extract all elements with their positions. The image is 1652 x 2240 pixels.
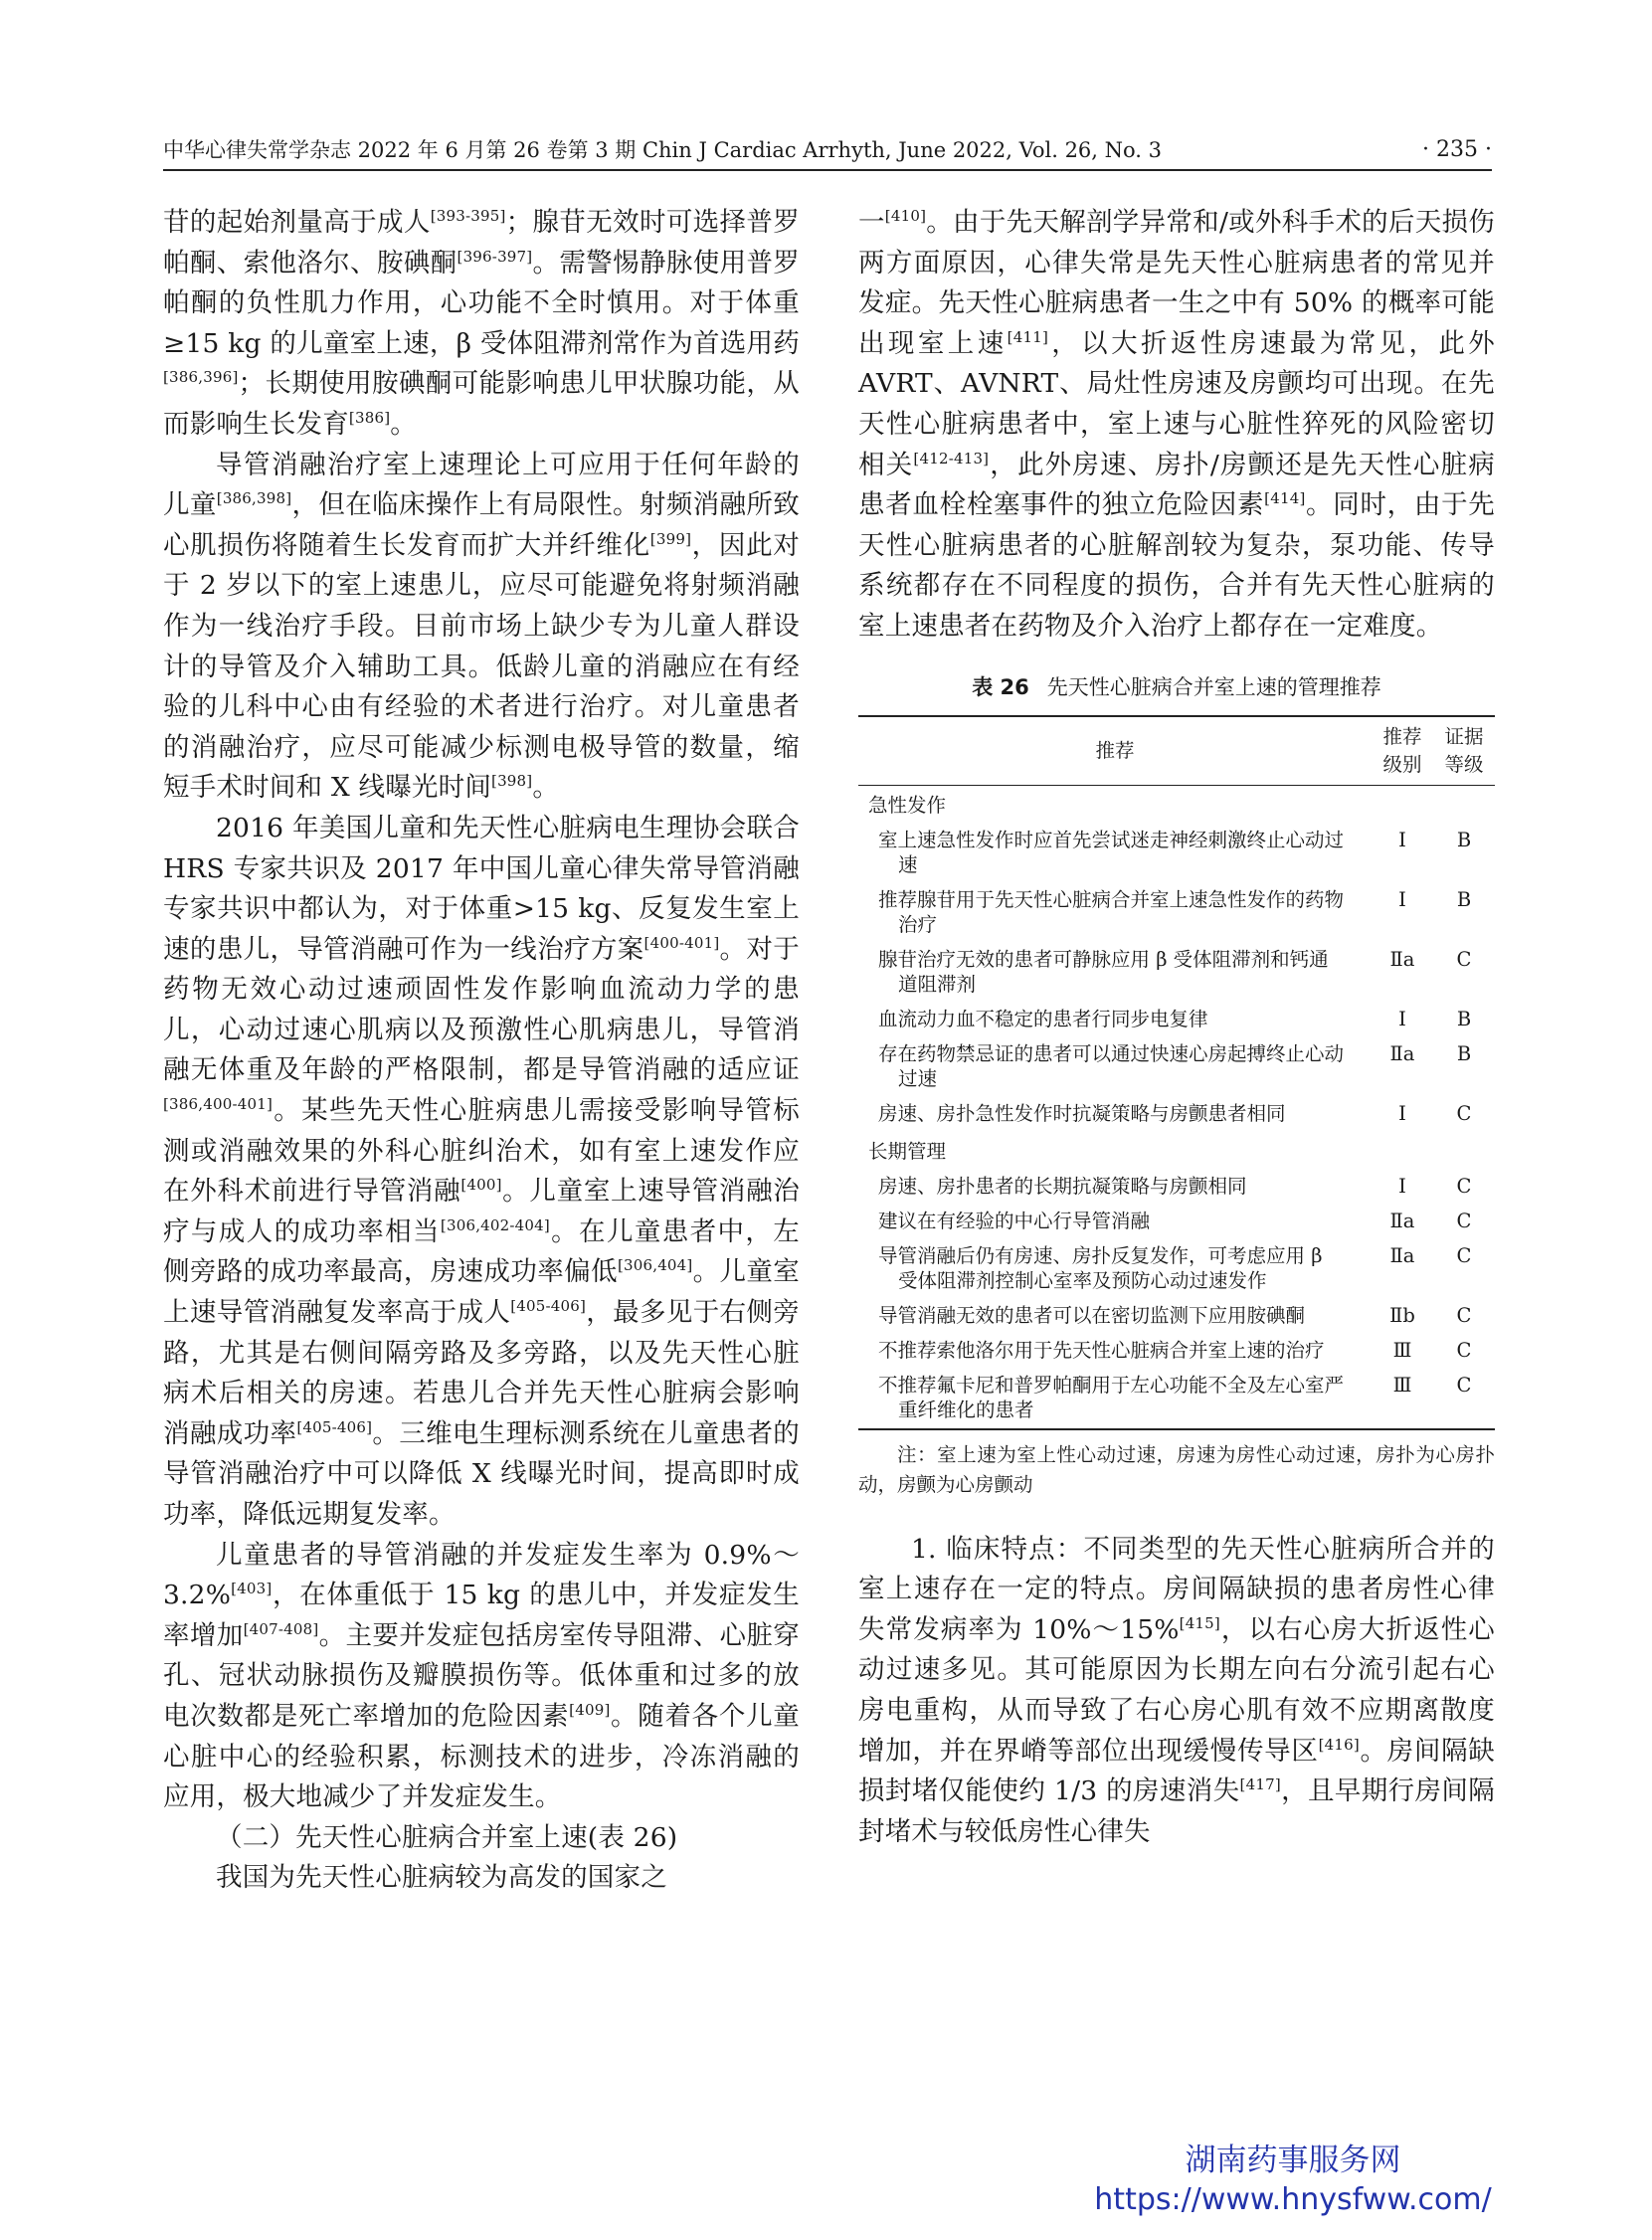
text-run: ，最多见于右侧旁路，尤其是右侧间隔旁路及多旁路，以及先天性心脏病术后相关的房速。若患儿合并先天性心脏病会影响消融成功率 [163,1297,800,1449]
citation-ref: [396-397] [457,247,533,266]
class-cell: Ⅲ [1392,1338,1412,1362]
text-run: 。同时，由于先天性心脏病患者的心脏解剖较为复杂，泵功能、传导系统都存在不同程度的损伤，合并有先天性心脏病的室上速患者在药物及介入治疗上都存在一定难度。 [858,489,1495,642]
citation-ref: [405-406] [296,1417,373,1436]
table-row [858,1205,1495,1239]
right-column [858,203,1495,1852]
table-row [858,1369,1495,1429]
table-row [858,943,1495,1003]
level-cell: B [1456,1007,1472,1030]
watermark-name: 湖南药事服务网 [1185,2143,1401,2178]
watermark-url[interactable]: https://www.hnysfww.com/ [1094,2182,1492,2217]
text-run: 。在儿童患者中，左侧旁路的成功率最高，房速成功率偏低 [163,1215,800,1288]
citation-ref: [398] [491,772,533,791]
text-run: 。主要并发症包括房室传导阻滞、心脏穿孔、冠状动脉损伤及瓣膜损伤等。低体重和过多的放电次数都是死亡率增加的危险因素 [163,1619,800,1732]
header-level-text: 证据等级 [1444,724,1484,776]
site-watermark [1074,2141,1512,2220]
table-row [858,1097,1495,1132]
recommendation-cell: 室上速急性发作时应首先尝试迷走神经刺激终止心动过速 [878,828,1345,876]
class-cell: Ⅲ [1372,1369,1433,1429]
level-cell: C [1456,1243,1472,1267]
level-cell: C [1433,1369,1495,1429]
citation-ref: [409] [569,1700,611,1719]
table-row [858,824,1495,883]
text-run: 2016 年美国儿童和先天性心脏病电生理协会联合 HRS 专家共识及 2017 年中国儿童心律失常导管消融专家共识中都认为，对于体重>15 kg、反复发生室上速的患儿，导管消融可作为一线治疗方案 [163,812,800,965]
class-cell: Ⅰ [1398,887,1406,911]
paragraph [163,1536,800,1818]
class-cell: Ⅰ [1398,828,1406,851]
text-run: ；腺苷无效时可选择普罗帕酮、索他洛尔、胺碘酮 [163,207,801,279]
table-row [858,883,1495,943]
paragraph [163,1858,800,1899]
table-group-row [858,1132,1495,1170]
citation-ref: [417] [1239,1775,1281,1794]
recommendation-cell: 导管消融后仍有房速、房扑反复发作，可考虑应用 β 受体阻滞剂控制心室率及预防心动过速发作 [878,1243,1323,1292]
table-group-row [858,785,1495,824]
table-row [858,1239,1495,1299]
table-row [858,1299,1495,1334]
citation-ref: [306,404] [617,1256,693,1275]
citation-ref: [386,400-401] [163,1095,274,1114]
header-level [1433,716,1495,786]
text-run: ，此外房速、房扑/房颤还是先天性心脏病患者血栓栓塞事件的独立危险因素 [858,449,1495,521]
text-run: 一 [858,207,885,238]
recommendation-cell: 导管消融无效的患者可以在密切监测下应用胺碘酮 [878,1303,1306,1327]
table-note: 注：室上速为室上性心动过速，房速为房性心动过速，房扑为心房扑动，房颤为心房颤动 [858,1442,1495,1496]
citation-ref: [306,402-404] [440,1215,550,1234]
recommendation-cell: 不推荐索他洛尔用于先天性心脏病合并室上速的治疗 [878,1338,1325,1362]
page-number: · 235 · [1422,137,1492,162]
class-cell: Ⅰ [1398,1101,1406,1125]
level-cell: C [1456,1338,1472,1362]
group-label: 急性发作 [868,793,947,817]
citation-ref: [405-406] [510,1297,587,1316]
level-cell: C [1456,947,1472,971]
group-label: 长期管理 [868,1139,947,1163]
citation-ref: [403] [231,1580,273,1598]
text-run: 。 [532,772,560,804]
text-run: ，以右心房大折返性心动过速多见。其可能原因为长期左向右分流引起右心房电重构，从而导致了右心房心肌有效不应期离散度增加，并在界嵴等部位出现缓慢传导区 [858,1613,1495,1767]
citation-ref: [411] [1007,327,1049,346]
text-run: 。 [390,408,417,440]
class-cell: Ⅱa [1389,1209,1415,1232]
recommendation-cell: 血流动力血不稳定的患者行同步电复律 [878,1007,1208,1030]
citation-ref: [400] [460,1176,502,1195]
text-run: ，在体重低于 15 kg 的患儿中，并发症发生率增加 [163,1580,800,1651]
text-run: 。对于药物无效心动过速顽固性发作影响血流动力学的患儿，心动过速心肌病以及预激性心肌病患儿，导管消融无体重及年龄的严格限制，都是导管消融的适应证 [163,933,800,1086]
text-run: 。儿童室上速导管消融复发率高于成人 [163,1256,800,1329]
header-class [1372,716,1433,786]
level-cell: C [1456,1209,1472,1232]
table-row [858,1037,1495,1097]
citation-ref: [410] [884,207,927,225]
citation-ref: [414] [1264,489,1306,508]
citation-ref: [386,396] [163,368,239,387]
journal-info: 中华心律失常学杂志 2022 年 6 月第 26 卷第 3 期 Chin J Cardiac Arrhyth, June 2022, Vol. 26, No. 3 [163,138,1162,162]
text-run: ；长期使用胺碘酮可能影响患儿甲状腺功能，从而影响生长发育 [163,368,800,440]
class-cell: Ⅰ [1398,1174,1406,1198]
header-class-text: 推荐级别 [1382,724,1422,776]
text-run: 。需警惕静脉使用普罗帕酮的负性肌力作用，心功能不全时慎用。对于体重≥15 kg 的儿童室上速，β 受体阻滞剂常作为首选用药 [163,247,801,359]
text-run: ，以大折返性房速最为常见，此外 AVRT、AVNRT、局灶性房速及房颤均可出现。在先天性心脏病患者中，室上速与心脏性猝死的风险密切相关 [858,327,1496,480]
left-column [163,203,800,1899]
paragraph [163,809,800,1536]
table-row [858,1003,1495,1037]
class-cell: Ⅱa [1389,1243,1415,1267]
text-run: 苷的起始剂量高于成人 [163,207,431,238]
table-header-row [858,716,1495,786]
text-run: ，且早期行房间隔封堵术与较低房性心律失 [858,1775,1495,1847]
text-run: 。儿童室上速导管消融治疗与成人的成功率相当 [163,1176,800,1247]
level-cell: B [1456,887,1472,911]
class-cell: Ⅰ [1398,1007,1406,1030]
text-run: 我国为先天性心脏病较为高发的国家之 [216,1862,667,1894]
table-body [858,785,1495,1429]
paragraph [163,446,800,809]
text-run: ，但在临床操作上有局限性。射频消融所致心肌损伤将随着生长发育而扩大并纤维化 [163,489,800,561]
level-cell: C [1456,1101,1472,1125]
paragraph [858,1530,1495,1853]
citation-ref: [407-408] [243,1619,319,1638]
paragraph [858,203,1495,648]
level-cell: C [1456,1174,1472,1198]
citation-ref: [412-413] [913,449,990,467]
header-recommendation: 推荐 [858,716,1372,786]
recommendation-cell: 腺苷治疗无效的患者可静脉应用 β 受体阻滞剂和钙通道阻滞剂 [878,947,1329,996]
citation-ref: [393-395] [430,207,506,225]
citation-ref: [415] [1179,1613,1220,1632]
citation-ref: [400-401] [643,933,720,952]
text-run: 儿童患者的导管消融的并发症发生率为 0.9%～3.2% [163,1539,800,1611]
level-cell: C [1456,1303,1472,1327]
text-run: 。某些先天性心脏病患儿需接受影响导管标测或消融效果的外科心脏纠治术，如有室上速发作应在外科术前进行导管消融 [163,1095,800,1208]
recommendation-cell: 房速、房扑急性发作时抗凝策略与房颤患者相同 [878,1101,1286,1125]
text-run: ，因此对于 2 岁以下的室上速患儿，应尽可能避免将射频消融作为一线治疗手段。目前市场上缺少专为儿童人群设计的导管及介入辅助工具。低龄儿童的消融应在有经验的儿科中心由有经验的术者进行治疗。对儿童患者的消融治疗，应尽可能减少标测电极导管的数量，缩短手术时间和 X 线曝光时间 [163,529,800,804]
level-cell: B [1456,828,1472,851]
table-row [858,1170,1495,1205]
citation-ref: [416] [1318,1735,1360,1754]
class-cell: Ⅱb [1389,1303,1415,1327]
section-heading: （二）先天性心脏病合并室上速(表 26) [216,1821,678,1853]
text-run: 导管消融治疗室上速理论上可应用于任何年龄的儿童 [163,449,800,521]
citation-ref: [386] [348,408,391,427]
class-cell: Ⅱa [1389,947,1415,971]
citation-ref: [386,398] [216,489,292,508]
recommendation-cell: 房速、房扑患者的长期抗凝策略与房颤相同 [878,1174,1247,1198]
table-title: 先天性心脏病合并室上速的管理推荐 [1046,674,1381,699]
table-caption [858,673,1495,701]
recommendation-cell: 推荐腺苷用于先天性心脏病合并室上速急性发作的药物治疗 [878,887,1345,936]
text-run: 。由于先天解剖学异常和/或外科手术的后天损伤两方面原因，心律失常是先天性心脏病患者的常见并发症。先天性心脏病患者一生之中有 50% 的概率可能出现室上速 [858,207,1496,359]
recommendation-table [858,715,1495,1430]
recommendation-cell: 存在药物禁忌证的患者可以通过快速心房起搏终止心动过速 [878,1041,1345,1090]
citation-ref: [399] [649,529,692,548]
text-run: 。房间隔缺损封堵仅能使约 1/3 的房速消失 [858,1735,1495,1807]
class-cell: Ⅱa [1389,1041,1415,1065]
running-header [163,135,1492,171]
text-run: 1. 临床特点：不同类型的先天性心脏病所合并的室上速存在一定的特点。房间隔缺损的患者房性心律失常发病率为 10%～15% [858,1533,1495,1645]
paragraph [163,203,800,446]
text-run: 。随着各个儿童心脏中心的经验积累，标测技术的进步，冷冻消融的应用，极大地减少了并发症发生。 [163,1700,800,1813]
recommendation-cell: 不推荐氟卡尼和普罗帕酮用于左心功能不全及左心室严重纤维化的患者 [858,1369,1372,1429]
text-run: 。三维电生理标测系统在儿童患者的导管消融治疗中可以降低 X 线曝光时间，提高即时成功率，降低远期复发率。 [163,1417,801,1530]
level-cell: B [1456,1041,1472,1065]
recommendation-cell: 建议在有经验的中心行导管消融 [878,1209,1151,1232]
table-row [858,1334,1495,1369]
table-number: 表 26 [972,674,1029,699]
